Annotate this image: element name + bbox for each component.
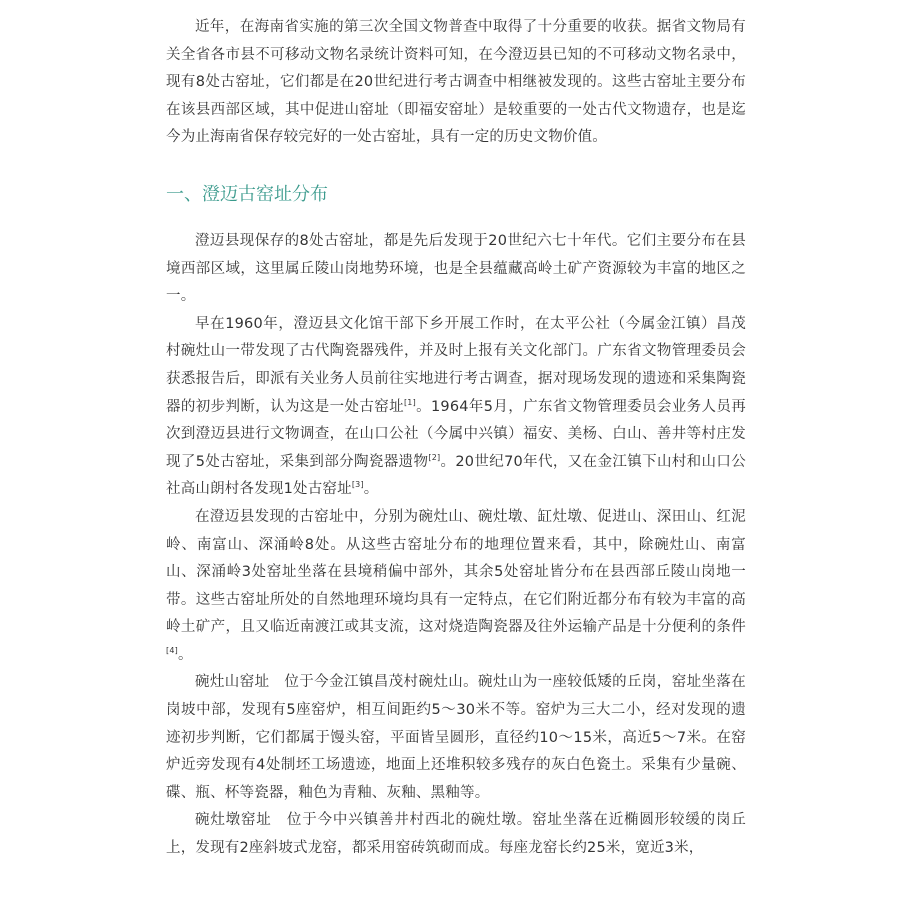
paragraph-wanzaoshan-kiln: 碗灶山窑址 位于今金江镇昌茂村碗灶山。碗灶山为一座较低矮的丘岗，窑址坐落在岗坡中部，发现有5座窑炉，相互间距约5～30米不等。窑炉为三大二小，经对发现的遗迹初步判断，它们都属于馒头窑，平面皆呈圆形，直径约10～15米，高近5～7米。在窑炉近旁发现有4处制坯工场遗迹，地面上还堆积较多残存的灰白色瓷土。采集有少量碗、碟、瓶、杯等瓷器，釉色为青釉、灰釉、黑釉等。 — [166, 674, 746, 801]
footnote-ref[interactable]: [1] — [403, 397, 416, 407]
section-heading: 一、澄迈古窑址分布 — [166, 183, 328, 205]
footnote-ref[interactable]: [4] — [166, 646, 178, 656]
paragraph-text: 。20世纪70年代，又在金江镇下山村和山口公社高山朗村各发现1处古窑址 — [166, 453, 746, 498]
footnote-ref[interactable]: [3] — [351, 480, 364, 490]
paragraph-kiln-sites-list — [166, 504, 746, 670]
paragraph-text: 。 — [363, 481, 379, 498]
paragraph-wanzaodun-kiln: 碗灶墩窑址 位于今中兴镇善井村西北的碗灶墩。窑址坐落在近椭圆形较缓的岗丘上，发现有2座斜坡式龙窑，都采用窑砖筑砌而成。每座龙窑长约25米，宽近3米， — [166, 812, 746, 857]
paragraph-text: 早在1960年，澄迈县文化馆干部下乡开展工作时，在太平公社（今属金江镇）昌茂村碗灶山一带发现了古代陶瓷器残件，并及时上报有关文化部门。广东省文物管理委员会获悉报告后，即派有关业务人员前往实地进行考古调查，据对现场发现的遗迹和采集陶瓷器的初步判断，认为这是一处古窑址 — [166, 315, 746, 415]
paragraph-text: 。 — [177, 646, 193, 663]
footnote-ref[interactable]: [2] — [428, 452, 441, 462]
intro-paragraph: 近年，在海南省实施的第三次全国文物普查中取得了十分重要的收获。据省文物局有关全省各市县不可移动文物名录统计资料可知，在今澄迈县已知的不可移动文物名录中，现有8处古窑址，它们都是在20世纪进行考古调查中相继被发现的。这些古窑址主要分布在该县西部区域，其中促进山窑址（即福安窑址）是较重要的一处古代文物遗存，也是迄今为止海南省保存较完好的一处古窑址，具有一定的历史文物价值。 — [166, 19, 746, 146]
paragraph-distribution-overview: 澄迈县现保存的8处古窑址，都是先后发现于20世纪六七十年代。它们主要分布在县境西部区域，这里属丘陵山岗地势环境，也是全县蕴藏高岭土矿产资源较为丰富的地区之一。 — [166, 232, 746, 305]
paragraph-text: 。1964年5月，广东省文物管理委员会业务人员再次到澄迈县进行文物调查，在山口公社（今属中兴镇）福安、美杨、白山、善井等村庄发现了5处古窑址，采集到部分陶瓷器遗物 — [166, 398, 746, 470]
paragraph-discovery-history — [166, 311, 746, 504]
paragraph-text: 在澄迈县发现的古窑址中，分别为碗灶山、碗灶墩、缸灶墩、促进山、深田山、红泥岭、南富山、深涌岭8处。从这些古窑址分布的地理位置来看，其中，除碗灶山、南富山、深涌岭3处窑址坐落在县境稍偏中部外，其余5处窑址皆分布在县西部丘陵山岗地一带。这些古窑址所处的自然地理环境均具有一定特点，在它们附近都分布有较为丰富的高岭土矿产，且又临近南渡江或其支流，这对烧造陶瓷器及往外运输产品是十分便利的条件 — [166, 508, 746, 636]
article — [166, 14, 746, 863]
